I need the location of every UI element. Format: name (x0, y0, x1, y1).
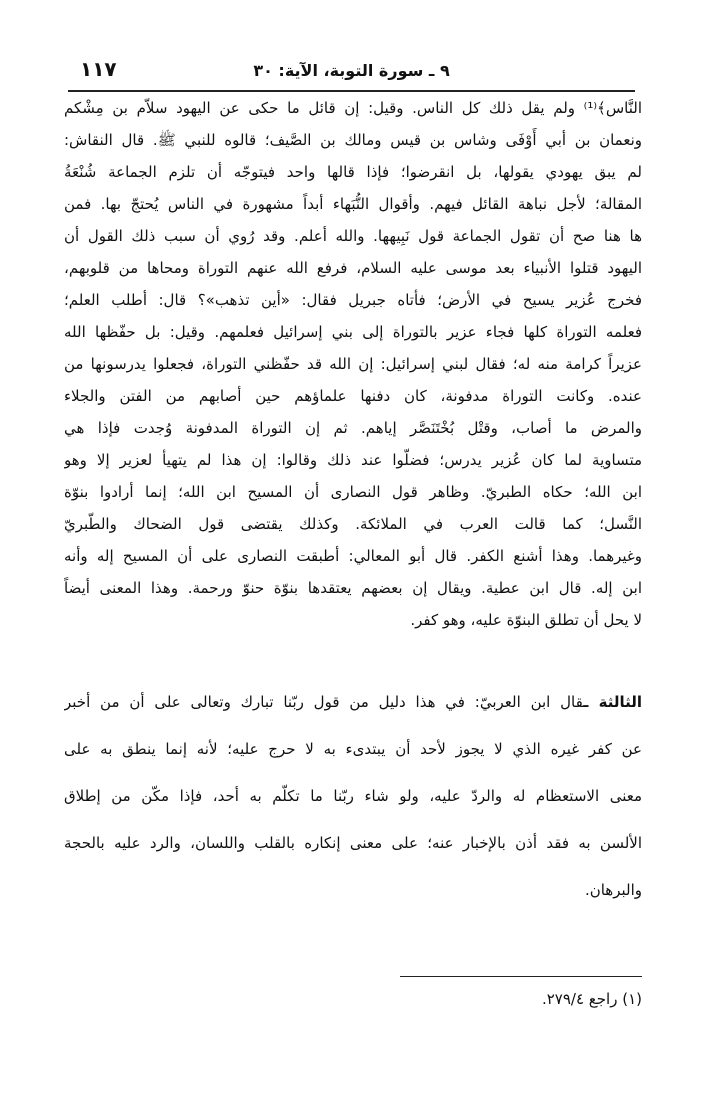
text-line: اليهود قتلوا الأنبياء بعد موسى عليه السلام، فرفع الله عنهم التوراة ومحاها من قلوبهم، (64, 259, 642, 277)
footnote: (١) راجع ٢٧٩/٤. (541, 990, 642, 1008)
page-number: ١١٧ (80, 57, 117, 81)
text-line: المقالة؛ لأجل نباهة القائل فيهم. وأقوال النُّبَهاء أبداً مشهورة في الناس يُحتجّ بها. فمن (64, 195, 642, 213)
text-line: الألسن به فقد أذن بالإخبار عنه؛ على معنى إنكاره بالقلب واللسان، والرد عليه بالحجة (64, 834, 642, 852)
text-line: متساوية لما كان عُزير يدرس؛ فضلّوا عند ذلك وقالوا: إن هذا لم يتهيأ لعزير إلا وهو (64, 451, 642, 469)
text-line: لا يحل أن تطلق البنوّة عليه، وهو كفر. (410, 611, 642, 629)
section-label: الثالثة ـ (583, 693, 642, 711)
text-line: عزيراً كرامة منه له؛ فقال لبني إسرائيل: إن الله قد حفّظني التوراة، فجعلوا يدرسونها من (64, 355, 642, 373)
text-line: فعلمه التوراة كلها فجاء عزير بالتوراة إلى بني إسرائيل فعلمهم. وقيل: بل حفّظها الله (64, 323, 642, 341)
running-title: ٩ ـ سورة التوبة، الآية: ٣٠ (253, 60, 450, 80)
text-line: ابن الله؛ حكاه الطبريّ. وظاهر قول النصارى أن المسيح ابن الله؛ إنما أرادوا بنوّة (64, 483, 642, 501)
page-header (70, 55, 633, 85)
text-line: والمرض ما أصاب، وقتْل بُخْتَنَصَّر إياهم. ثم إن التوراة المدفونة وُجدت فإذا هي (64, 419, 642, 437)
text-line: عن كفر غيره الذي لا يجوز لأحد أن يبتدىء به لا حرج عليه؛ لأنه إنما ينطق به على (64, 740, 642, 758)
text-line: النَّسل؛ كما قالت العرب في الملائكة. وكذلك يقتضى قول الضحاك والطّبريّ (64, 515, 642, 533)
text-line: والبرهان. (584, 881, 642, 899)
text-line: فخرج عُزير يسيح في الأرض؛ فأتاه جبريل فقال: «أين تذهب»؟ قال: أطلب العلم؛ (64, 291, 642, 309)
text-line: عنده. وكانت التوراة مدفونة، كان دفنها علماؤهم حين أصابهم من الفتن والجلاء (64, 387, 642, 405)
text-line: لم يبق يهودي يقولها، بل انقرضوا؛ فإذا قالها واحد فيتوجّه أن تلزم الجماعة شُنْعَةُ (64, 163, 642, 181)
text-line: وغيرهما. وهذا أشنع الكفر. قال أبو المعالي: أطبقت النصارى على أن المسيح إله وأنه (64, 547, 642, 565)
text-line: النَّاس﴾⁽¹⁾ ولم يقل ذلك كل الناس. وقيل: إن قائل ما حكى عن اليهود سلاّم بن مِشْكم (64, 99, 642, 117)
footnote-rule (400, 976, 642, 977)
text-line (64, 686, 642, 718)
text-line: ابن إله. قال ابن عطية. ويقال إن بعضهم يعتقدها بنوّة حنوّ ورحمة. وهذا المعنى أيضاً (64, 579, 642, 597)
text-line: ها هنا صح أن تقول الجماعة قول نَبِيهها. والله أعلم. وقد رُوي أن سبب ذلك القول أن (64, 227, 642, 245)
text-line: معنى الاستعظام له والردّ عليه، ولو شاء ربّنا ما تكلّم به أحد، فإذا مكّن من إطلاق (64, 787, 642, 805)
text-line: ونعمان بن أبي أَوْفَى وشاس بن قيس ومالك بن الصَّيف؛ قالوه للنبي ﷺ. قال النقاش: (64, 131, 642, 149)
text-span: قال ابن العربيّ: في هذا دليل من قول ربّنا تبارك وتعالى على أن من أخبر (64, 693, 584, 711)
